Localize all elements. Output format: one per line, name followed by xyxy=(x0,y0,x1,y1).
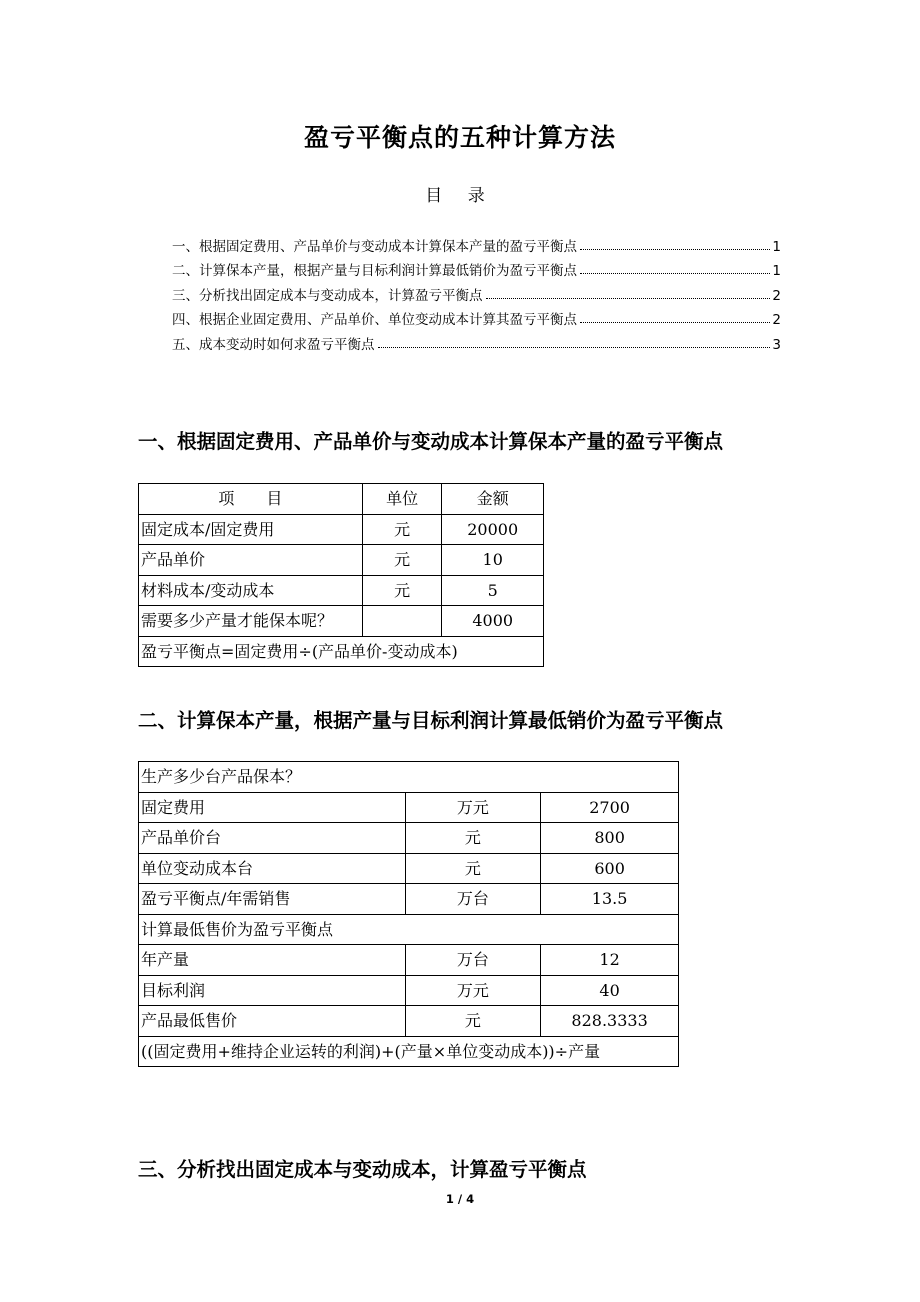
table-header-row xyxy=(139,484,544,515)
amount-cell: 10 xyxy=(442,545,544,576)
table-row xyxy=(139,606,544,637)
item-cell: 固定费用 xyxy=(139,792,406,823)
item-cell: 产品最低售价 xyxy=(139,1006,406,1037)
item-cell: 单位变动成本台 xyxy=(139,853,406,884)
unit-cell: 万台 xyxy=(405,945,541,976)
unit-cell: 万台 xyxy=(405,884,541,915)
section-2-heading: 二、计算保本产量，根据产量与目标利润计算最低销价为盈亏平衡点 xyxy=(138,709,724,732)
item-cell: 材料成本/变动成本 xyxy=(139,575,363,606)
table-row xyxy=(139,514,544,545)
unit-cell: 元 xyxy=(362,575,442,606)
header-cell: 项 目 xyxy=(139,484,363,515)
toc-item[interactable] xyxy=(172,230,781,255)
breakeven-table-1 xyxy=(138,483,544,667)
formula-row xyxy=(139,636,544,667)
toc-item[interactable] xyxy=(172,255,781,280)
toc-heading: 目 录 xyxy=(425,186,495,206)
toc-item-page: 2 xyxy=(772,312,781,328)
unit-cell xyxy=(362,606,442,637)
header-cell: 单位 xyxy=(362,484,442,515)
toc-leader-dots xyxy=(580,273,770,274)
amount-cell: 12 xyxy=(541,945,679,976)
table-row xyxy=(139,792,679,823)
unit-cell: 元 xyxy=(362,514,442,545)
toc-item-text: 四、根据企业固定费用、产品单价、单位变动成本计算其盈亏平衡点 xyxy=(172,312,577,328)
amount-cell: 20000 xyxy=(442,514,544,545)
toc-item-text: 一、根据固定费用、产品单价与变动成本计算保本产量的盈亏平衡点 xyxy=(172,238,577,255)
amount-cell: 2700 xyxy=(541,792,679,823)
item-cell: 盈亏平衡点/年需销售 xyxy=(139,884,406,915)
table-row xyxy=(139,545,544,576)
toc-item-page: 2 xyxy=(772,287,781,304)
item-cell: 产品单价台 xyxy=(139,823,406,854)
table-title-cell: 生产多少台产品保本？ xyxy=(139,762,679,793)
amount-cell: 40 xyxy=(541,975,679,1006)
table-row xyxy=(139,975,679,1006)
amount-cell: 600 xyxy=(541,853,679,884)
toc-item-text: 五、成本变动时如何求盈亏平衡点 xyxy=(172,336,375,353)
header-cell: 金额 xyxy=(442,484,544,515)
section-3-heading: 三、分析找出固定成本与变动成本，计算盈亏平衡点 xyxy=(138,1158,587,1181)
formula-cell: ((固定费用+维持企业运转的利润)+(产量×单位变动成本))÷产量 xyxy=(139,1036,679,1067)
table-row xyxy=(139,853,679,884)
amount-cell: 4000 xyxy=(442,606,544,637)
toc-leader-dots xyxy=(486,298,771,299)
unit-cell: 元 xyxy=(405,853,541,884)
toc-leader-dots xyxy=(378,347,771,348)
page-indicator: 1 / 4 xyxy=(445,1192,475,1206)
toc-item-text: 三、分析找出固定成本与变动成本，计算盈亏平衡点 xyxy=(172,287,483,304)
table-title-row xyxy=(139,914,679,945)
toc-leader-dots xyxy=(580,249,770,250)
table-row xyxy=(139,884,679,915)
page-title: 盈亏平衡点的五种计算方法 xyxy=(303,123,616,152)
item-cell: 产品单价 xyxy=(139,545,363,576)
unit-cell: 元 xyxy=(405,1006,541,1037)
table-title-cell: 计算最低售价为盈亏平衡点 xyxy=(139,914,679,945)
toc-item[interactable] xyxy=(172,279,781,304)
unit-cell: 元 xyxy=(362,545,442,576)
table-row xyxy=(139,823,679,854)
toc-item-page: 3 xyxy=(772,336,781,353)
table-of-contents xyxy=(172,230,781,353)
table-title-row xyxy=(139,762,679,793)
item-cell: 固定成本/固定费用 xyxy=(139,514,363,545)
toc-item[interactable] xyxy=(172,328,781,353)
unit-cell: 万元 xyxy=(405,975,541,1006)
formula-row xyxy=(139,1036,679,1067)
table-row xyxy=(139,945,679,976)
unit-cell: 元 xyxy=(405,823,541,854)
table-row xyxy=(139,1006,679,1037)
item-cell: 目标利润 xyxy=(139,975,406,1006)
breakeven-table-2 xyxy=(138,761,679,1067)
amount-cell: 800 xyxy=(541,823,679,854)
toc-item-page: 1 xyxy=(772,238,781,255)
toc-item-text: 二、计算保本产量，根据产量与目标利润计算最低销价为盈亏平衡点 xyxy=(172,263,577,279)
item-cell: 需要多少产量才能保本呢？ xyxy=(139,606,363,637)
table-row xyxy=(139,575,544,606)
amount-cell: 13.5 xyxy=(541,884,679,915)
toc-leader-dots xyxy=(580,322,770,323)
toc-item-page: 1 xyxy=(772,263,781,279)
toc-item[interactable] xyxy=(172,304,781,329)
formula-cell: 盈亏平衡点=固定费用÷(产品单价-变动成本) xyxy=(139,636,544,667)
unit-cell: 万元 xyxy=(405,792,541,823)
section-1-heading: 一、根据固定费用、产品单价与变动成本计算保本产量的盈亏平衡点 xyxy=(138,430,724,453)
amount-cell: 5 xyxy=(442,575,544,606)
item-cell: 年产量 xyxy=(139,945,406,976)
amount-cell: 828.3333 xyxy=(541,1006,679,1037)
